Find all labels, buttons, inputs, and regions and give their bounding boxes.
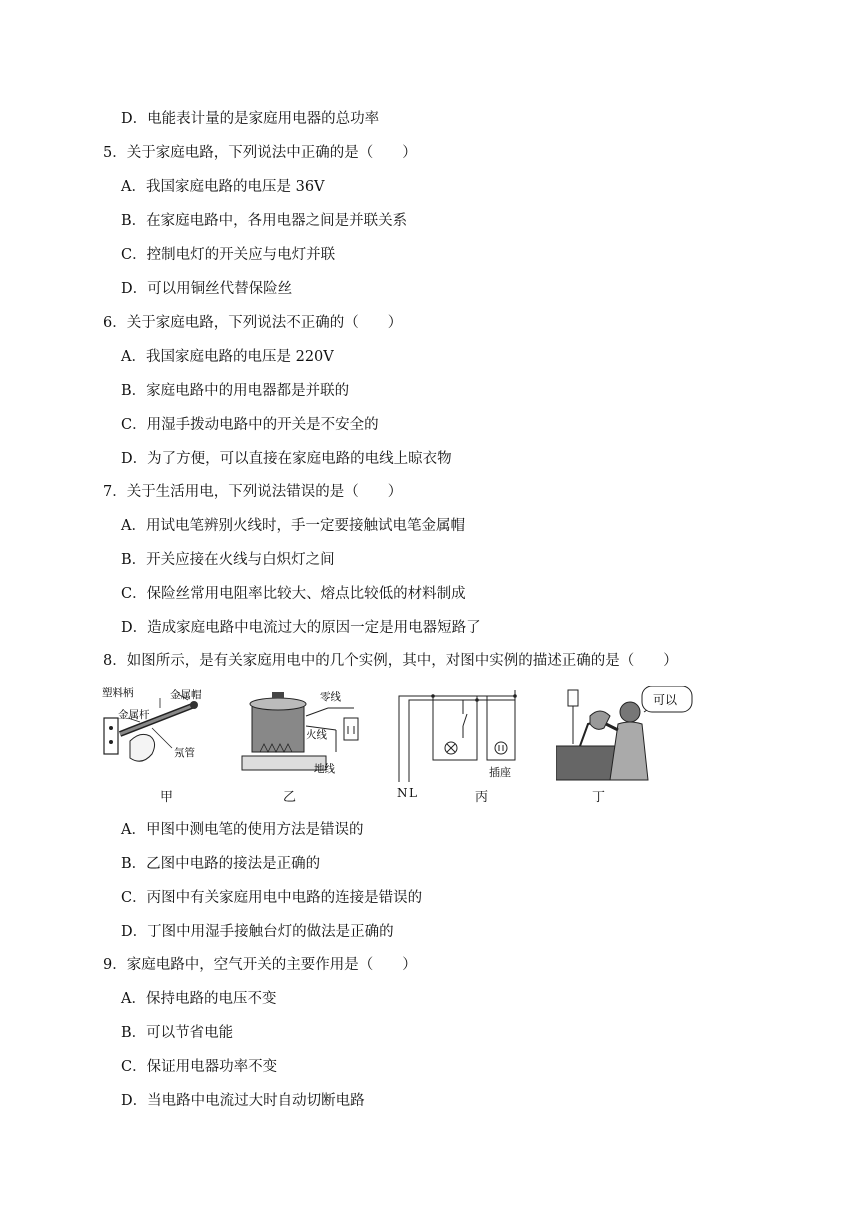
- option-text: 甲图中测电笔的使用方法是错误的: [145, 822, 364, 838]
- question-number: 6．: [103, 315, 127, 331]
- option-text: 电能表计量的是家庭用电器的总功率: [147, 111, 380, 127]
- label-neutral-wire: 零线: [320, 691, 341, 703]
- option-label: D．: [121, 111, 148, 127]
- q8-option-d: [121, 922, 394, 942]
- option-label: B．: [121, 1025, 147, 1041]
- q7-option-c: [121, 584, 466, 604]
- option-text: 用试电笔辨别火线时，手一定要接触试电笔金属帽: [145, 518, 465, 534]
- option-label: D．: [121, 451, 148, 467]
- option-text: 保证用电器功率不变: [146, 1059, 278, 1075]
- option-label: B．: [121, 552, 147, 568]
- option-label: C．: [121, 1059, 147, 1075]
- speech-bubble-text: 可以: [653, 693, 678, 707]
- label-socket: 插座: [489, 766, 511, 779]
- question-8-stem: [103, 651, 678, 671]
- option-label: D．: [121, 1093, 148, 1109]
- cooker-wiring-illustration: [236, 686, 366, 778]
- label-ground-wire: 地线: [314, 763, 335, 775]
- figure-yi-caption: 乙: [283, 790, 297, 805]
- option-label: C．: [121, 586, 147, 602]
- q5-option-b: [121, 211, 407, 231]
- q4-option-d: [121, 109, 379, 129]
- figure-jia-caption: 甲: [160, 790, 174, 805]
- q6-option-b: [121, 381, 349, 401]
- question-number: 8．: [103, 653, 127, 669]
- question-text: 关于家庭电路，下列说法不正确的（ ）: [126, 315, 403, 331]
- q6-option-a: [121, 347, 334, 367]
- question-text: 关于家庭电路，下列说法中正确的是（ ）: [126, 145, 417, 161]
- option-label: A．: [121, 991, 146, 1007]
- q8-option-a: [121, 820, 363, 840]
- option-text: 保持电路的电压不变: [145, 991, 277, 1007]
- option-label: B．: [121, 383, 147, 399]
- q9-option-a: [121, 989, 276, 1009]
- option-text: 我国家庭电路的电压是 36V: [145, 179, 325, 195]
- figure-ding: [556, 686, 696, 786]
- question-text: 家庭电路中，空气开关的主要作用是（ ）: [126, 957, 417, 973]
- option-text: 造成家庭电路中电流过大的原因一定是用电器短路了: [147, 620, 481, 636]
- option-label: C．: [121, 417, 147, 433]
- option-label: C．: [121, 247, 147, 263]
- option-text: 乙图中电路的接法是正确的: [146, 856, 321, 872]
- question-number: 9．: [103, 957, 127, 973]
- option-text: 用湿手拨动电路中的开关是不安全的: [146, 417, 379, 433]
- option-text: 控制电灯的开关应与电灯并联: [146, 247, 336, 263]
- question-5-stem: [103, 143, 417, 163]
- wet-hand-lamp-illustration: [556, 686, 696, 782]
- question-9-stem: [103, 955, 417, 975]
- option-label: D．: [121, 924, 148, 940]
- option-text: 当电路中电流过大时自动切断电路: [147, 1093, 365, 1109]
- option-text: 家庭电路中的用电器都是并联的: [146, 383, 350, 399]
- question-text: 如图所示，是有关家庭用电中的几个实例，其中，对图中实例的描述正确的是（ ）: [126, 653, 678, 669]
- option-label: D．: [121, 620, 148, 636]
- q7-option-b: [121, 550, 335, 570]
- test-pen-illustration: [100, 686, 220, 776]
- label-metal-cap: 金属帽: [170, 689, 202, 701]
- option-text: 可以用铜丝代替保险丝: [147, 281, 293, 297]
- option-text: 我国家庭电路的电压是 220V: [145, 349, 334, 365]
- figure-bing-caption: 丙: [475, 790, 489, 805]
- q7-option-d: [121, 618, 481, 638]
- option-text: 保险丝常用电阻率比较大、熔点比较低的材料制成: [146, 586, 466, 602]
- question-number: 7．: [103, 484, 127, 500]
- question-text: 关于生活用电，下列说法错误的是（ ）: [126, 484, 403, 500]
- option-text: 丁图中用湿手接触台灯的做法是正确的: [147, 924, 394, 940]
- q5-option-a: [121, 177, 325, 197]
- figure-bing: [393, 686, 523, 800]
- q9-option-b: [121, 1023, 233, 1043]
- option-label: B．: [121, 856, 147, 872]
- option-text: 可以节省电能: [146, 1025, 234, 1041]
- question-6-stem: [103, 313, 402, 333]
- q6-option-d: [121, 449, 452, 469]
- label-l: L: [409, 786, 417, 800]
- label-n: N: [397, 786, 408, 800]
- q5-option-d: [121, 279, 292, 299]
- figure-yi: [236, 686, 366, 782]
- option-label: D．: [121, 281, 148, 297]
- q8-option-c: [121, 888, 422, 908]
- label-neon-tube: 氖管: [174, 747, 195, 759]
- option-label: A．: [121, 349, 146, 365]
- option-text: 在家庭电路中，各用电器之间是并联关系: [146, 213, 408, 229]
- label-live-wire: 火线: [306, 729, 327, 741]
- q5-option-c: [121, 245, 335, 265]
- option-label: A．: [121, 822, 146, 838]
- question-7-stem: [103, 482, 402, 502]
- option-label: A．: [121, 518, 146, 534]
- q9-option-c: [121, 1057, 277, 1077]
- q6-option-c: [121, 415, 379, 435]
- option-label: B．: [121, 213, 147, 229]
- option-label: C．: [121, 890, 147, 906]
- q8-option-b: [121, 854, 320, 874]
- label-metal-rod: 金属杆: [118, 709, 150, 721]
- option-text: 为了方便，可以直接在家庭电路的电线上晾衣物: [147, 451, 452, 467]
- q7-option-a: [121, 516, 465, 536]
- option-label: A．: [121, 179, 146, 195]
- figure-jia: [100, 686, 220, 780]
- option-text: 开关应接在火线与白炽灯之间: [146, 552, 335, 568]
- figure-ding-caption: 丁: [592, 790, 606, 805]
- question-number: 5．: [103, 145, 127, 161]
- q9-option-d: [121, 1091, 365, 1111]
- option-text: 丙图中有关家庭用电中电路的连接是错误的: [146, 890, 423, 906]
- label-plastic-handle: 塑料柄: [102, 687, 134, 699]
